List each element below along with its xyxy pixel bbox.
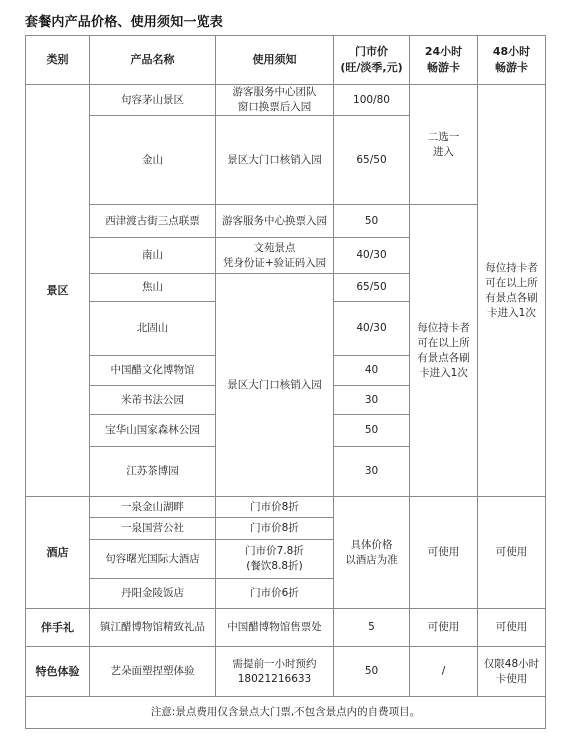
header-product: 产品名称	[90, 36, 216, 85]
category-gift: 伴手礼	[26, 609, 90, 647]
usage-notice: 门市价7.8折 (餐饮8.8折)	[216, 540, 334, 579]
product-name: 南山	[90, 238, 216, 274]
table-row	[26, 497, 546, 518]
table-row	[26, 85, 546, 116]
price-cell: 65/50	[334, 116, 410, 205]
usage-notice-shared: 景区大门口核销入园	[216, 274, 334, 497]
table-row	[26, 609, 546, 647]
card-24h-choice: 二选一 进入	[410, 85, 478, 205]
usage-notice: 中国醋博物馆售票处	[216, 609, 334, 647]
usage-notice: 门市价8折	[216, 518, 334, 540]
price-cell: 40/30	[334, 302, 410, 356]
header-category: 类别	[26, 36, 90, 85]
product-name: 江苏茶博园	[90, 447, 216, 497]
table-row	[26, 647, 546, 697]
card-48h-scenic: 每位持卡者 可在以上所 有景点各刷 卡进入1次	[478, 85, 546, 497]
product-name: 宝华山国家森林公园	[90, 415, 216, 447]
product-name: 北固山	[90, 302, 216, 356]
header-row	[26, 36, 546, 85]
price-cell: 5	[334, 609, 410, 647]
header-card-48h: 48小时 畅游卡	[478, 36, 546, 85]
card-24h-scenic: 每位持卡者 可在以上所 有景点各刷 卡进入1次	[410, 205, 478, 497]
price-table	[25, 35, 546, 729]
experience-card-24h: /	[410, 647, 478, 697]
product-name: 丹阳金陵饭店	[90, 579, 216, 609]
price-cell: 50	[334, 647, 410, 697]
category-experience: 特色体验	[26, 647, 90, 697]
product-name: 一泉国营公社	[90, 518, 216, 540]
usage-notice: 门市价8折	[216, 497, 334, 518]
category-scenic: 景区	[26, 85, 90, 497]
price-cell: 50	[334, 415, 410, 447]
header-card-24h: 24小时 畅游卡	[410, 36, 478, 85]
hotel-price: 具体价格 以酒店为准	[334, 497, 410, 609]
price-cell: 65/50	[334, 274, 410, 302]
usage-notice: 门市价6折	[216, 579, 334, 609]
usage-notice: 游客服务中心团队 窗口换票后入园	[216, 85, 334, 116]
usage-notice: 文苑景点 凭身份证+验证码入园	[216, 238, 334, 274]
price-cell: 100/80	[334, 85, 410, 116]
product-name: 焦山	[90, 274, 216, 302]
usage-notice: 景区大门口核销入园	[216, 116, 334, 205]
usage-notice: 需提前一小时预约 18021216633	[216, 647, 334, 697]
experience-card-48h: 仅限48小时 卡使用	[478, 647, 546, 697]
product-name: 西津渡古街三点联票	[90, 205, 216, 238]
price-cell: 30	[334, 386, 410, 415]
usage-notice: 游客服务中心换票入园	[216, 205, 334, 238]
category-hotel: 酒店	[26, 497, 90, 609]
price-cell: 50	[334, 205, 410, 238]
gift-card-24h: 可使用	[410, 609, 478, 647]
footnote: 注意:景点费用仅含景点大门票,不包含景点内的自费项目。	[26, 697, 546, 729]
table-row	[26, 205, 546, 238]
product-name: 句容曙光国际大酒店	[90, 540, 216, 579]
price-cell: 40	[334, 356, 410, 386]
header-notice: 使用须知	[216, 36, 334, 85]
price-cell: 40/30	[334, 238, 410, 274]
hotel-card-24h: 可使用	[410, 497, 478, 609]
price-cell: 30	[334, 447, 410, 497]
header-price: 门市价 (旺/淡季,元)	[334, 36, 410, 85]
product-name: 金山	[90, 116, 216, 205]
product-name: 句容茅山景区	[90, 85, 216, 116]
gift-card-48h: 可使用	[478, 609, 546, 647]
page-title: 套餐内产品价格、使用须知一览表	[25, 15, 224, 30]
product-name: 米芾书法公园	[90, 386, 216, 415]
note-row	[26, 697, 546, 729]
product-name: 艺朵面塑捏塑体验	[90, 647, 216, 697]
product-name: 一泉金山湖畔	[90, 497, 216, 518]
hotel-card-48h: 可使用	[478, 497, 546, 609]
product-name: 镇江醋博物馆精致礼品	[90, 609, 216, 647]
product-name: 中国醋文化博物馆	[90, 356, 216, 386]
